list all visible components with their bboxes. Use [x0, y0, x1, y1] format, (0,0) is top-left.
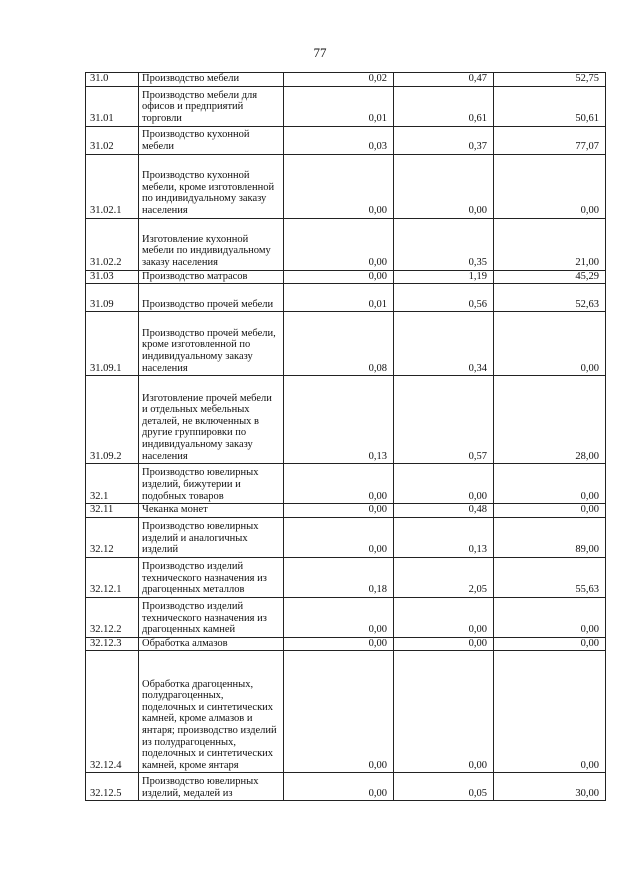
value-cell-1: 0,00 [284, 773, 394, 801]
value-cell-3: 0,00 [494, 597, 606, 637]
value-cell-3: 52,75 [494, 73, 606, 87]
value-cell-3: 50,61 [494, 86, 606, 126]
activity-name-cell: Изготовление прочей мебели и отдельных мебельных деталей, не включенных в другие группировки по индивидуальному заказу населения [139, 376, 284, 464]
activity-name-cell: Производство прочей мебели [139, 284, 284, 312]
code-cell: 31.09 [86, 284, 139, 312]
activity-name-cell: Производство мебели для офисов и предприятий торговли [139, 86, 284, 126]
table-row [86, 270, 606, 284]
table-row [86, 284, 606, 312]
table-row [86, 73, 606, 87]
activity-name-cell: Производство ювелирных изделий, бижутерии и подобных товаров [139, 464, 284, 504]
value-cell-3: 0,00 [494, 312, 606, 376]
code-cell: 31.09.1 [86, 312, 139, 376]
value-cell-2: 0,37 [394, 126, 494, 154]
code-cell: 31.02.1 [86, 154, 139, 218]
code-cell: 31.09.2 [86, 376, 139, 464]
value-cell-1: 0,08 [284, 312, 394, 376]
value-cell-3: 52,63 [494, 284, 606, 312]
code-cell: 32.12 [86, 517, 139, 557]
value-cell-2: 0,47 [394, 73, 494, 87]
code-cell: 32.12.4 [86, 651, 139, 773]
value-cell-1: 0,00 [284, 637, 394, 651]
value-cell-1: 0,01 [284, 86, 394, 126]
activity-name-cell: Обработка драгоценных, полудрагоценных, поделочных и синтетических камней, кроме алмазов и янтаря; производство изделий из полудрагоценных, поделочных и синтетических камней, кроме янтаря [139, 651, 284, 773]
table-row [86, 773, 606, 801]
value-cell-2: 0,00 [394, 597, 494, 637]
activity-name-cell: Изготовление кухонной мебели по индивидуальному заказу населения [139, 218, 284, 270]
table-row [86, 504, 606, 518]
value-cell-2: 0,00 [394, 637, 494, 651]
value-cell-3: 21,00 [494, 218, 606, 270]
value-cell-3: 0,00 [494, 651, 606, 773]
table-row [86, 154, 606, 218]
value-cell-1: 0,00 [284, 597, 394, 637]
value-cell-2: 2,05 [394, 557, 494, 597]
activity-name-cell: Производство матрасов [139, 270, 284, 284]
value-cell-3: 28,00 [494, 376, 606, 464]
activity-name-cell: Производство ювелирных изделий, медалей из [139, 773, 284, 801]
code-cell: 32.1 [86, 464, 139, 504]
value-cell-2: 0,61 [394, 86, 494, 126]
value-cell-1: 0,00 [284, 651, 394, 773]
activity-name-cell: Чеканка монет [139, 504, 284, 518]
activity-name-cell: Производство кухонной мебели, кроме изготовленной по индивидуальному заказу населения [139, 154, 284, 218]
value-cell-2: 0,57 [394, 376, 494, 464]
code-cell: 32.12.1 [86, 557, 139, 597]
table-row [86, 376, 606, 464]
value-cell-1: 0,01 [284, 284, 394, 312]
value-cell-3: 0,00 [494, 464, 606, 504]
code-cell: 31.0 [86, 73, 139, 87]
value-cell-1: 0,00 [284, 464, 394, 504]
activity-name-cell: Производство мебели [139, 73, 284, 87]
table-row [86, 597, 606, 637]
okved-table [85, 72, 606, 801]
value-cell-1: 0,00 [284, 504, 394, 518]
value-cell-2: 0,13 [394, 517, 494, 557]
table-row [86, 651, 606, 773]
activity-name-cell: Производство ювелирных изделий и аналогичных изделий [139, 517, 284, 557]
table-row [86, 86, 606, 126]
code-cell: 31.03 [86, 270, 139, 284]
table-row [86, 637, 606, 651]
value-cell-2: 1,19 [394, 270, 494, 284]
table-row [86, 557, 606, 597]
code-cell: 31.01 [86, 86, 139, 126]
code-cell: 31.02 [86, 126, 139, 154]
value-cell-1: 0,03 [284, 126, 394, 154]
value-cell-2: 0,34 [394, 312, 494, 376]
table-body [86, 73, 606, 801]
value-cell-3: 30,00 [494, 773, 606, 801]
table-row [86, 517, 606, 557]
value-cell-3: 55,63 [494, 557, 606, 597]
value-cell-2: 0,00 [394, 154, 494, 218]
value-cell-3: 89,00 [494, 517, 606, 557]
table-row [86, 464, 606, 504]
code-cell: 31.02.2 [86, 218, 139, 270]
value-cell-1: 0,00 [284, 218, 394, 270]
code-cell: 32.12.5 [86, 773, 139, 801]
value-cell-3: 0,00 [494, 154, 606, 218]
table-row [86, 312, 606, 376]
table-row [86, 218, 606, 270]
value-cell-3: 0,00 [494, 504, 606, 518]
value-cell-1: 0,00 [284, 154, 394, 218]
value-cell-2: 0,00 [394, 464, 494, 504]
value-cell-1: 0,00 [284, 270, 394, 284]
table-row [86, 126, 606, 154]
value-cell-2: 0,35 [394, 218, 494, 270]
code-cell: 32.12.2 [86, 597, 139, 637]
value-cell-2: 0,48 [394, 504, 494, 518]
page-number: 77 [313, 45, 327, 60]
value-cell-3: 45,29 [494, 270, 606, 284]
activity-name-cell: Производство прочей мебели, кроме изготовленной по индивидуальному заказу населения [139, 312, 284, 376]
value-cell-2: 0,05 [394, 773, 494, 801]
value-cell-1: 0,13 [284, 376, 394, 464]
value-cell-2: 0,56 [394, 284, 494, 312]
activity-name-cell: Обработка алмазов [139, 637, 284, 651]
activity-name-cell: Производство кухонной мебели [139, 126, 284, 154]
activity-name-cell: Производство изделий технического назначения из драгоценных камней [139, 597, 284, 637]
activity-name-cell: Производство изделий технического назначения из драгоценных металлов [139, 557, 284, 597]
value-cell-2: 0,00 [394, 651, 494, 773]
value-cell-1: 0,00 [284, 517, 394, 557]
code-cell: 32.12.3 [86, 637, 139, 651]
value-cell-1: 0,02 [284, 73, 394, 87]
value-cell-3: 0,00 [494, 637, 606, 651]
value-cell-3: 77,07 [494, 126, 606, 154]
value-cell-1: 0,18 [284, 557, 394, 597]
code-cell: 32.11 [86, 504, 139, 518]
